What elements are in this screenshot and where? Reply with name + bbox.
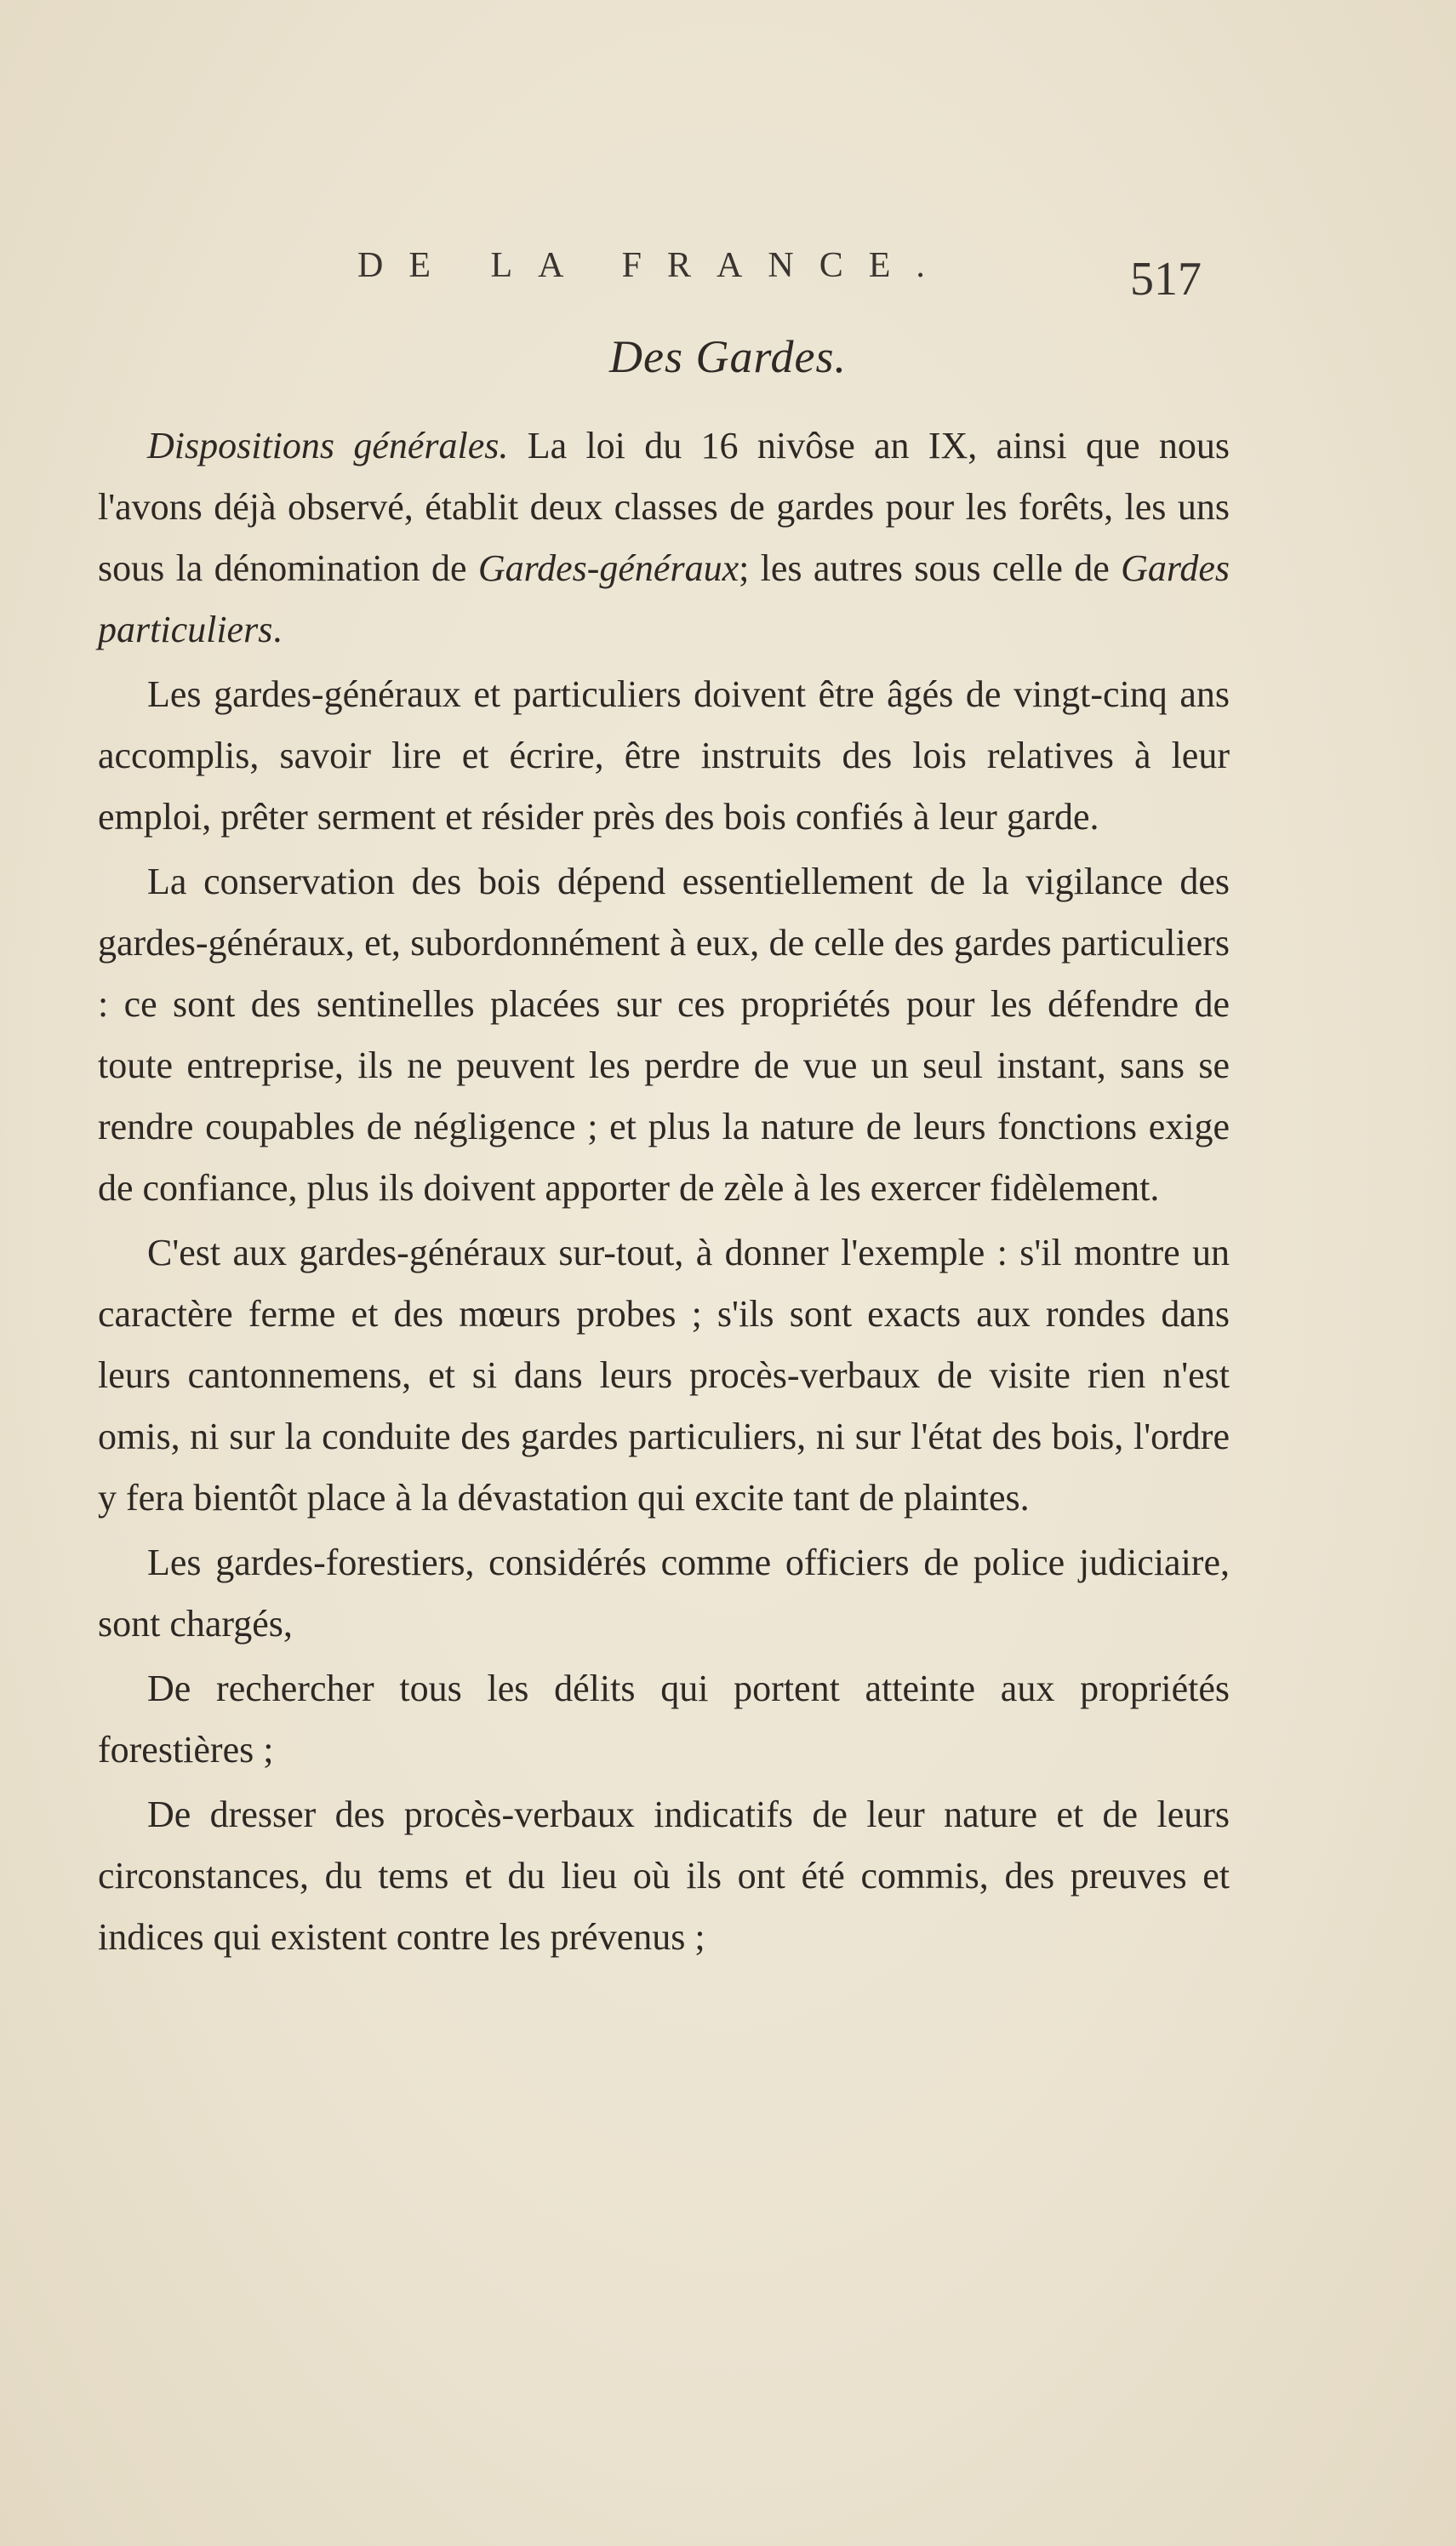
body-text <box>98 415 1230 1968</box>
paragraph-police-judiciaire: Les gardes-forestiers, considérés comme officiers de police judiciaire, sont chargés, <box>98 1542 1230 1645</box>
paragraph-text: La loi du 16 nivôse an IX, ainsi que nous l'avons déjà observé, établit deux classes de gardes pour les forêts, les uns sous la dénomination de <box>98 425 1230 589</box>
paragraph-dresser: De dresser des procès-verbaux indicatifs de leur nature et de leurs circonstances, du tems et du lieu où ils ont été commis, des preuves et indices qui existent contre les prévenus ; <box>98 1794 1230 1958</box>
section-title: Des Gardes. <box>609 331 847 382</box>
paragraph-text: ; les autres sous celle de <box>739 547 1122 589</box>
paragraph-dispositions <box>98 415 1230 661</box>
paragraph-rechercher: De rechercher tous les délits qui portent atteinte aux propriétés forestières ; <box>98 1668 1230 1771</box>
paragraph-text: . <box>272 609 283 650</box>
term-gardes-particuliers: Gardes particuliers <box>98 547 1230 650</box>
paragraph-example: C'est aux gardes-généraux sur-tout, à donner l'exemple : s'il montre un caractère ferme et des mœurs probes ; s'ils sont exacts aux rondes dans leurs cantonnemens, et si dans leurs procès-verbaux de visite rien n'est omis, ni sur la conduite des gardes particuliers, ni sur l'état des bois, l'ordre y fera bientôt place à la dévastation qui excite tant de plaintes. <box>98 1232 1230 1519</box>
running-title: DE LA FRANCE. <box>357 246 951 285</box>
lead-heading: Dispositions générales. <box>147 425 509 466</box>
paragraph-conservation: La conservation des bois dépend essentiellement de la vigilance des gardes-généraux, et, subordonnément à eux, de celle des gardes particuliers : ce sont des sentinelles placées sur ces propriétés pour les défendre de toute entreprise, ils ne peuvent les perdre de vue un seul instant, sans se rendre coupables de négligence ; et plus la nature de leurs fonctions exige de confiance, plus ils doivent apporter de zèle à les exercer fidèlement. <box>98 861 1230 1209</box>
paragraph-age-requirements: Les gardes-généraux et particuliers doivent être âgés de vingt-cinq ans accomplis, savoir lire et écrire, être instruits des lois relatives à leur emploi, prêter serment et résider près des bois confiés à leur garde. <box>98 673 1230 838</box>
term-gardes-generaux: Gardes-généraux <box>477 547 739 589</box>
page-number: 517 <box>1130 253 1202 306</box>
